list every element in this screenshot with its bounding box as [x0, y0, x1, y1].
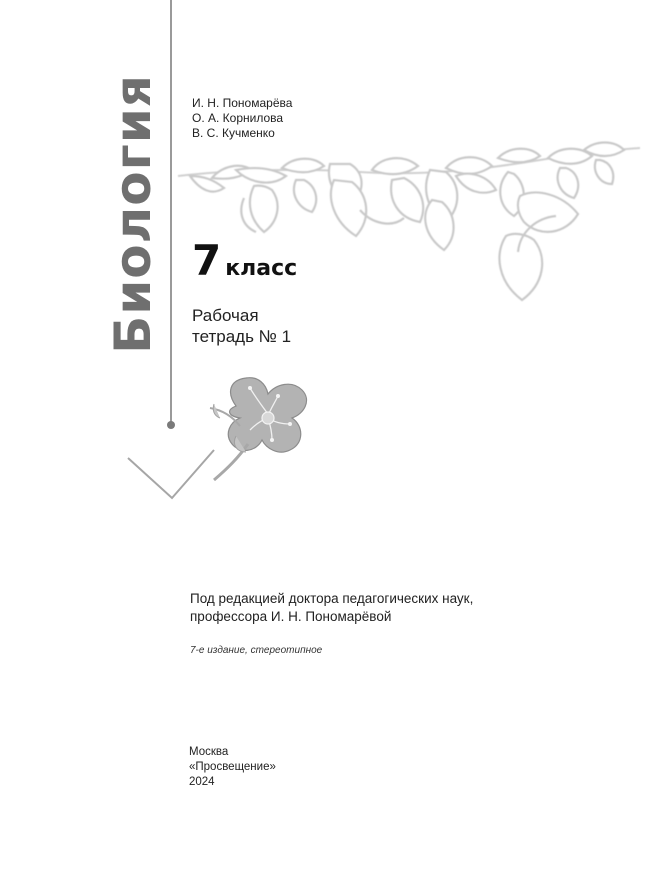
author-name: О. А. Корнилова	[192, 111, 284, 125]
imprint	[189, 745, 276, 790]
flower-icon	[210, 378, 307, 480]
editor-note	[190, 590, 473, 626]
subject-title: Биология	[104, 74, 162, 354]
workbook-line: Рабочая	[192, 306, 259, 325]
imprint-year: 2024	[189, 776, 215, 788]
spine-rule	[170, 0, 172, 424]
workbook-line: тетрадь № 1	[192, 327, 292, 346]
grade-word: класс	[225, 256, 298, 281]
editor-line: Под редакцией доктора педагогических наук,	[190, 591, 474, 606]
spine-dot	[167, 421, 175, 429]
author-name: И. Н. Пономарёва	[192, 96, 293, 110]
check-stroke	[128, 450, 214, 498]
grade-number: 7	[192, 236, 222, 285]
author-name: В. С. Кучменко	[192, 126, 275, 140]
edition-note: 7-е издание, стереотипное	[190, 645, 323, 656]
editor-line: профессора И. Н. Пономарёвой	[190, 609, 392, 624]
authors-list	[192, 96, 292, 141]
grade-heading	[192, 236, 297, 285]
imprint-city: Москва	[189, 746, 229, 758]
imprint-publisher: «Просвещение»	[189, 761, 276, 773]
workbook-title	[192, 305, 291, 347]
